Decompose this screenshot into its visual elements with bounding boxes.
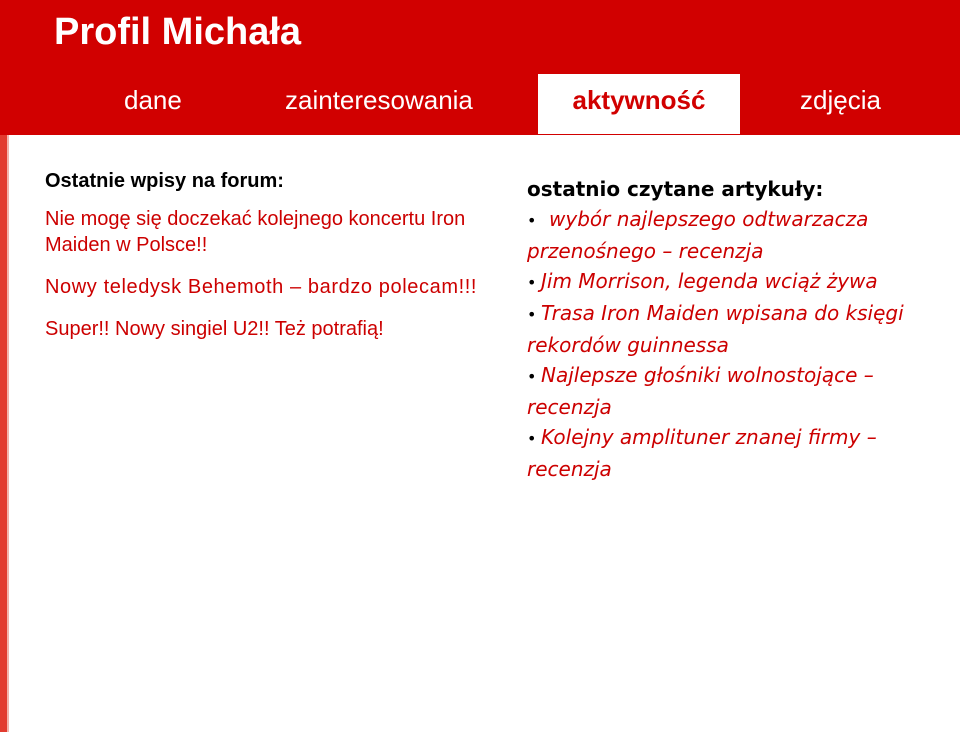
tab-dane[interactable]: dane — [124, 85, 182, 115]
tab-aktywnosc[interactable]: aktywność — [538, 74, 740, 134]
forum-section — [45, 168, 485, 358]
forum-heading: Ostatnie wpisy na forum: — [45, 170, 284, 192]
article-link[interactable] — [527, 266, 947, 298]
tab-zdjecia[interactable]: zdjęcia — [800, 85, 881, 115]
article-list — [527, 204, 947, 484]
page-title: Profil Michała — [54, 11, 302, 53]
article-title: wybór najlepszego odtwarzacza przenośnego – recenzja — [527, 207, 869, 263]
bullet-dot-icon: • — [527, 367, 537, 386]
tab-zainteresowania[interactable]: zainteresowania — [285, 85, 473, 115]
bullet-dot-icon: • — [527, 273, 537, 292]
article-title: Kolejny amplituner znanej firmy – recenzja — [527, 425, 877, 481]
forum-post-link[interactable]: Nowy teledysk Behemoth – bardzo polecam!!! — [45, 276, 478, 298]
article-link[interactable] — [527, 422, 947, 484]
profile-header — [0, 0, 960, 135]
articles-heading: ostatnio czytane artykuły: — [527, 177, 824, 201]
article-title: Trasa Iron Maiden wpisana do księgi rekordów guinnessa — [527, 301, 904, 357]
forum-post-link[interactable]: Super!! Nowy singiel U2!! Też potrafią! — [45, 318, 384, 340]
article-title: Najlepsze głośniki wolnostojące – recenzja — [527, 363, 874, 419]
articles-section — [527, 174, 947, 484]
bullet-dot-icon: • — [527, 211, 537, 230]
left-border-divider — [0, 135, 7, 732]
bullet-dot-icon: • — [527, 305, 537, 324]
bullet-dot-icon: • — [527, 429, 537, 448]
left-border-shadow — [7, 135, 9, 732]
article-link[interactable] — [527, 360, 947, 422]
article-link[interactable] — [527, 298, 947, 360]
article-title: Jim Morrison, legenda wciąż żywa — [541, 269, 878, 293]
article-link[interactable] — [527, 204, 947, 266]
forum-post-link[interactable]: Nie mogę się doczekać kolejnego koncertu Iron Maiden w Polsce!! — [45, 208, 466, 256]
